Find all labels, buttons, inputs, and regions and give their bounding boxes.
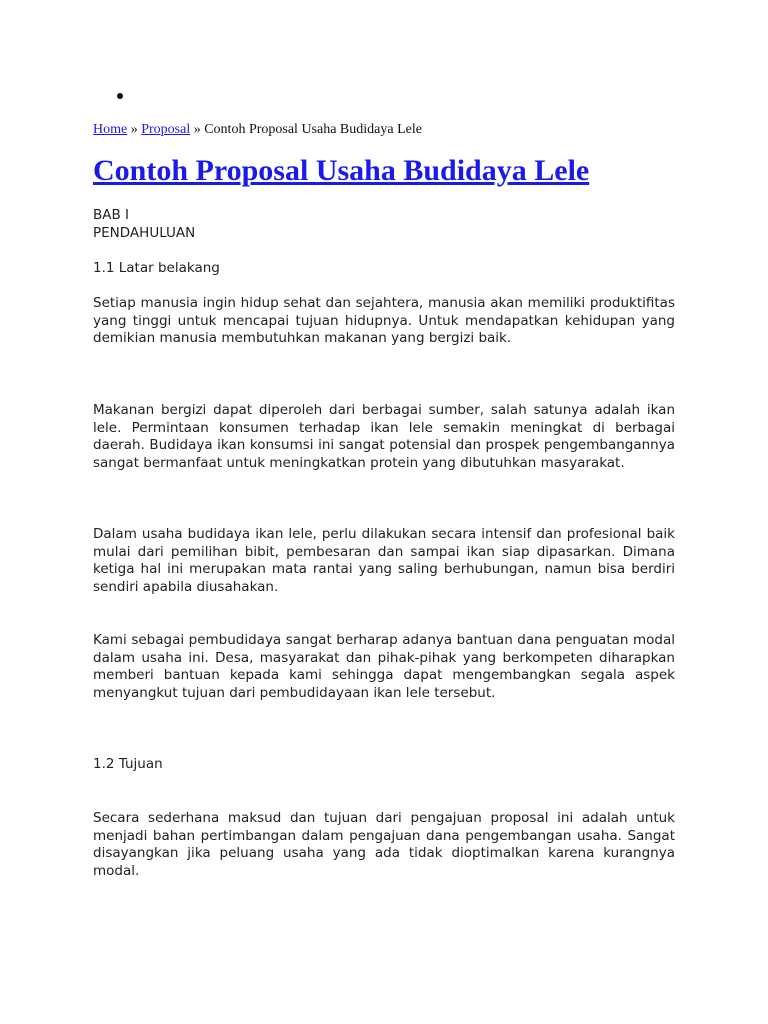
section-heading: 1.1 Latar belakang — [93, 260, 220, 276]
paragraph-3 — [93, 526, 675, 596]
paragraph-2 — [93, 402, 675, 472]
section-heading: 1.2 Tujuan — [93, 756, 163, 772]
chapter-number: BAB I — [93, 207, 130, 223]
paragraph-5 — [93, 810, 675, 880]
list-bullet — [117, 93, 123, 99]
breadcrumb-home-link[interactable]: Home — [93, 122, 128, 137]
breadcrumb-separator: » — [127, 122, 142, 137]
paragraph-text: Kami sebagai pembudidaya sangat berharap adanya bantuan dana penguatan modal dalam usaha ini. Desa, masyarakat dan pihak-pihak yang berkompeten diharapkan memberi bantuan kepada kami sehingga dapat mengembangkan segala aspek menyangkut tujuan dari pembudidayaan ikan lele tersebut. — [93, 632, 675, 701]
paragraph-text: Secara sederhana maksud dan tujuan dari pengajuan proposal ini adalah untuk menjadi bahan pertimbangan dalam pengajuan dana pengembangan usaha. Sangat disayangkan jika peluang usaha yang ada tidak dioptimalkan karena kurangnya modal. — [93, 810, 675, 879]
chapter-heading — [93, 207, 675, 242]
paragraph-text: Dalam usaha budidaya ikan lele, perlu dilakukan secara intensif dan profesional baik mulai dari pemilihan bibit, pembesaran dan sampai ikan siap dipasarkan. Dimana ketiga hal ini merupakan mata rantai yang saling berhubungan, namun bisa berdiri sendiri apabila diusahakan. — [93, 526, 675, 595]
breadcrumb-separator: » — [190, 122, 205, 137]
breadcrumb-proposal-link[interactable]: Proposal — [141, 122, 191, 137]
breadcrumb-current: Contoh Proposal Usaha Budidaya Lele — [204, 122, 422, 137]
section-heading-latar-belakang — [93, 260, 675, 278]
paragraph-text: Makanan bergizi dapat diperoleh dari berbagai sumber, salah satunya adalah ikan lele. Permintaan konsumen terhadap ikan lele semakin meningkat di berbagai daerah. Budidaya ikan konsumsi ini sangat potensial dan prospek pengembangannya sangat bermanfaat untuk meningkatkan protein yang dibutuhkan masyarakat. — [93, 402, 675, 471]
chapter-title: PENDAHULUAN — [93, 224, 196, 241]
paragraph-1 — [93, 295, 675, 348]
breadcrumb — [93, 121, 422, 139]
paragraph-4 — [93, 632, 675, 702]
page-title-link[interactable]: Contoh Proposal Usaha Budidaya Lele — [93, 154, 590, 187]
section-heading-tujuan — [93, 756, 675, 774]
page-title — [93, 151, 589, 191]
paragraph-text: Setiap manusia ingin hidup sehat dan sejahtera, manusia akan memiliki produktifitas yang tinggi untuk mencapai tujuan hidupnya. Untuk mendapatkan kehidupan yang demikian manusia membutuhkan makanan yang bergizi baik. — [93, 295, 675, 346]
